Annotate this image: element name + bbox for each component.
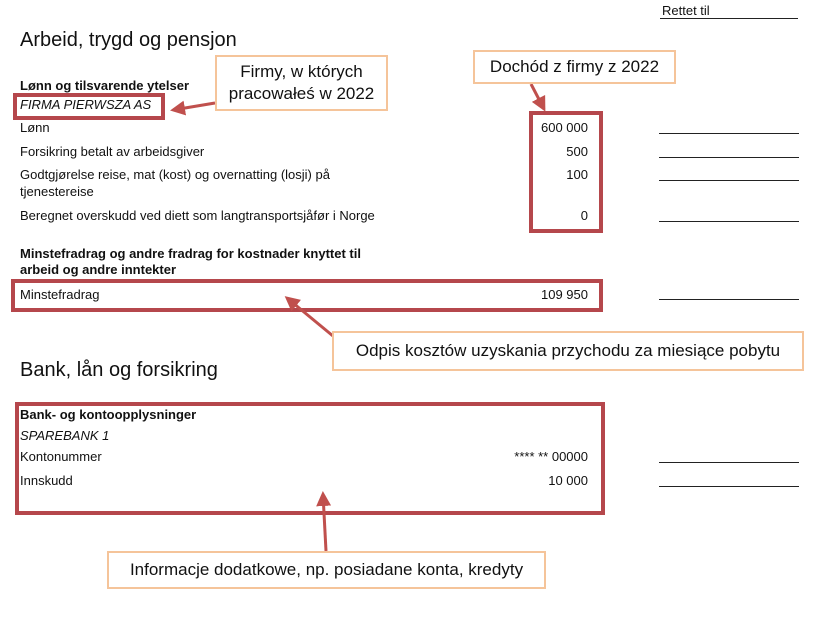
row-value-account-number: **** ** 00000 bbox=[514, 449, 588, 464]
callout-firms-line1: Firmy, w których bbox=[240, 62, 363, 81]
callout-extra bbox=[107, 551, 546, 589]
callout-firms-line2: pracowałeś w 2022 bbox=[228, 84, 375, 103]
arrow-income bbox=[531, 84, 544, 109]
arrow-firms bbox=[173, 103, 215, 110]
callout-income bbox=[473, 50, 676, 84]
section-title-work: Arbeid, trygd og pensjon bbox=[20, 29, 237, 51]
callout-firms bbox=[215, 55, 388, 111]
row-label-minimum-deduction: Minstefradrag bbox=[20, 287, 100, 302]
row-label-account-number: Kontonummer bbox=[20, 449, 102, 464]
section-title-bank: Bank, lån og forsikring bbox=[20, 359, 218, 381]
row-value-travel: 100 bbox=[566, 167, 588, 182]
row-label-deposit: Innskudd bbox=[20, 473, 73, 488]
arrow-extra bbox=[323, 494, 326, 551]
row-label-travel-cont: tjenestereise bbox=[20, 184, 94, 199]
row-value-surplus: 0 bbox=[580, 208, 588, 223]
corrected-to-label: Rettet til bbox=[662, 3, 710, 18]
callout-extra-text: Informacje dodatkowe, np. posiadane konta, kredyty bbox=[129, 560, 524, 579]
bank-info-header: Bank- og kontoopplysninger bbox=[20, 407, 197, 422]
bank-name: SPAREBANK 1 bbox=[20, 428, 110, 443]
deduction-header-cont: arbeid og andre inntekter bbox=[20, 262, 177, 277]
deduction-header: Minstefradrag og andre fradrag for kostnader knyttet til bbox=[20, 246, 361, 261]
row-label-salary: Lønn bbox=[20, 120, 50, 135]
row-value-minimum-deduction: 109 950 bbox=[541, 287, 588, 302]
row-label-travel: Godtgjørelse reise, mat (kost) og overnatting (losji) på bbox=[20, 167, 330, 182]
row-label-surplus: Beregnet overskudd ved diett som langtransportsjåfør i Norge bbox=[20, 208, 375, 223]
row-value-deposit: 10 000 bbox=[548, 473, 588, 488]
callout-deduction bbox=[332, 331, 804, 371]
callout-income-text: Dochód z firmy z 2022 bbox=[489, 57, 660, 76]
row-value-insurance: 500 bbox=[566, 144, 588, 159]
row-value-salary: 600 000 bbox=[541, 120, 588, 135]
arrow-deduction bbox=[287, 298, 333, 336]
row-label-insurance: Forsikring betalt av arbeidsgiver bbox=[20, 144, 205, 159]
callout-deduction-text: Odpis kosztów uzyskania przychodu za miesiące pobytu bbox=[355, 341, 781, 360]
employer-name: FIRMA PIERWSZA AS bbox=[20, 97, 152, 112]
income-header: Lønn og tilsvarende ytelser bbox=[20, 78, 190, 93]
